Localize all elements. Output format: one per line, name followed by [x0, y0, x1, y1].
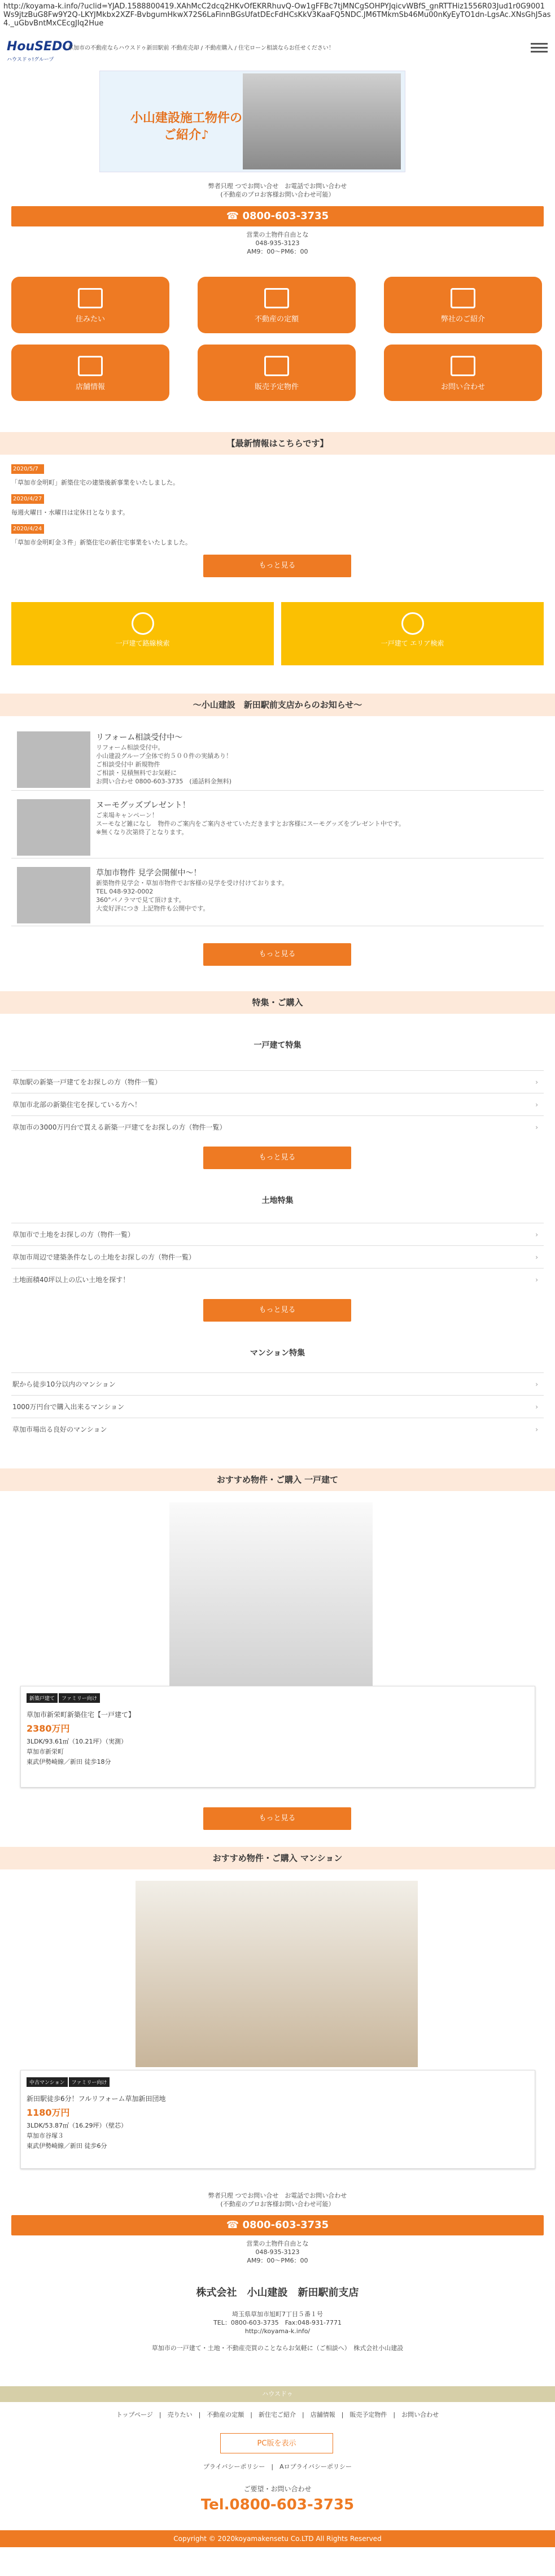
news-more-button[interactable]: もっと見る: [203, 555, 351, 577]
menu-upcoming-button[interactable]: 販売予定物件: [198, 345, 356, 401]
recommend-detached-header: おすすめ物件・ご購入 一戸建て: [0, 1468, 555, 1491]
footer-tel[interactable]: Tel.0800-603-3735: [200, 2496, 355, 2513]
property-tag: ファミリー向け: [59, 1693, 100, 1703]
copyright: Copyright © 2020koyamakensetu Co.LTD All Rights Reserved: [0, 2530, 555, 2547]
property-tag: 中古マンション: [27, 2077, 68, 2087]
notice-title: 草加市物件 見学会開催中〜！: [96, 869, 202, 878]
property-tag: 新築戸建て: [27, 1693, 58, 1703]
notices-more-button[interactable]: もっと見る: [203, 943, 351, 966]
notice-image: [17, 799, 90, 856]
hours-bottom: 営業の土物件自由とな 048-935-3123 AM9：00～PM6：00: [246, 2240, 309, 2264]
phone-button-bottom[interactable]: ☎ 0800-603-3735: [11, 2215, 544, 2235]
notice-item[interactable]: [11, 796, 544, 858]
recommend-more-button[interactable]: もっと見る: [203, 1807, 351, 1830]
news-text[interactable]: 毎週火曜日・水曜日は定休日となります。: [11, 509, 129, 516]
url-text: http://koyama-k.info/?uclid=YJAD.1588800419.XAhMcC2dcq2HKvOfEKRRhuvQ-Ow1gFFBc7tjMNCgSOHPYJqicvWBfS_gnRTTHiz1556R03Jud1r0G9001Ws9jtzBuG8Fw9Y2Q-LKYJMkbx2XZF-BvbgumHkwX72S6LaFinnBGsUfatDEcFdHCsKkV3KaaFQ5NDC.JM6TMkmSb46Mu00nKyEyTO1dn-LgsAc.XNsGhJ5as4._uGbvBntMxCEcgJIq2Hue: [3, 2, 551, 28]
menu-appraisal-button[interactable]: 不動産の定額: [198, 277, 356, 333]
notice-body: ご来場キャンペーン！ スーモなど雑になし 物件のご案内をご案内させていただきますとお客様にスーモグッズをプレゼント中です。 ※無くなり次第終了となります。: [96, 812, 405, 836]
map-pin-icon: [401, 612, 424, 635]
footer-nav-band: ハウスドゥ: [0, 2386, 555, 2402]
news-date: 2020/4/24: [11, 524, 44, 534]
land-more-button[interactable]: もっと見る: [203, 1299, 351, 1322]
train-icon: [132, 612, 154, 635]
notice-image: [17, 731, 90, 788]
list-item[interactable]: 草加市周辺で建築条件なしの土地をお探しの方（物件一覧） ›: [11, 1245, 544, 1268]
contact-info-bottom: 弊者只理 つでお問い合せ お電話でお問い合わせ (不動産のプロお客様お問い合わせ可能）: [208, 2192, 347, 2208]
list-item[interactable]: 土地面積40坪以上の広い土地を探す！ ›: [11, 1268, 544, 1291]
list-icon: [264, 356, 289, 376]
company-name: 株式会社 小山建設 新田駅前支店: [196, 2287, 359, 2299]
news-text[interactable]: 「草加市金明町」新築住宅の建築後新事業をいたしました。: [11, 479, 179, 486]
phone-button-top[interactable]: ☎ 0800-603-3735: [11, 206, 544, 226]
footer-links[interactable]: トップページ | 売りたい | 不動産の定額 | 新住宅ご紹介 | 店舗情報 | 販売予定物件 | お問い合わせ: [116, 2411, 439, 2418]
property-price: 2380万円: [27, 1723, 70, 1734]
contact-label: ご要望・お問い合わせ: [243, 2485, 312, 2493]
notices-header: 〜小山建設 新田駅前支店からのお知らせ〜: [0, 694, 555, 716]
calculator-icon: [264, 288, 289, 308]
area-search-button[interactable]: 一戸建て エリア検索: [281, 602, 544, 665]
feature-header: 特集・ご購入: [0, 991, 555, 1014]
pc-view-button[interactable]: PC版を表示: [220, 2433, 333, 2453]
property-details: 3LDK/93.61㎡（10.21坪）（実測） 草加市新栄町 東武伊勢崎線／新田 徒歩18分: [27, 1738, 127, 1766]
menu-contact-button[interactable]: お問い合わせ: [384, 345, 542, 401]
hamburger-menu-icon[interactable]: [531, 41, 548, 55]
notice-body: リフォーム相談受付中。 小山建設グループ全体で約５００件の実績あり！ ご相談受付中 新規物件 ご相談・見積無料でお気軽に お問い合わせ 0800-603-3735 (通話料金無料): [96, 744, 233, 785]
banner-text: 小山建設施工物件の ご紹介♪: [130, 111, 242, 142]
logo-subtitle: ハウスドゥ!グループ: [7, 57, 54, 63]
list-item[interactable]: 草加市の3000万円台で買える新築一戸建てをお探しの方（物件一覧） ›: [11, 1115, 544, 1138]
menu-company-button[interactable]: 弊社のご紹介: [384, 277, 542, 333]
list-item[interactable]: 1000万円台で購入出来るマンション ›: [11, 1395, 544, 1418]
property-card-mansion[interactable]: [20, 2070, 535, 2169]
property-details: 3LDK/53.87㎡（16.29坪）（壁芯） 草加市谷塚３ 東武伊勢崎線／新田 徒歩6分: [27, 2122, 127, 2150]
property-price: 1180万円: [27, 2107, 70, 2118]
menu-store-button[interactable]: 店舗情報: [11, 345, 169, 401]
house-photo[interactable]: [169, 1502, 373, 1689]
recommend-mansion-header: おすすめ物件・ご購入 マンション: [0, 1847, 555, 1869]
land-title: 土地特集: [261, 1196, 294, 1205]
notice-item[interactable]: [11, 864, 544, 926]
news-date: 2020/4/27: [11, 494, 44, 504]
logo[interactable]: HouSEDO: [7, 40, 73, 54]
list-item[interactable]: 草加市場出る良好のマンション ›: [11, 1418, 544, 1440]
list-item[interactable]: 草加市で土地をお探しの方（物件一覧） ›: [11, 1223, 544, 1245]
list-item[interactable]: 駅から徒歩10分以内のマンション ›: [11, 1372, 544, 1395]
notice-title: リフォーム相談受付中〜: [96, 733, 183, 742]
news-header: 【最新情報はこちらです】: [0, 432, 555, 455]
menu-sell-button[interactable]: 住みたい: [11, 277, 169, 333]
list-item[interactable]: 草加市北部の新築住宅を探している方へ！ ›: [11, 1093, 544, 1115]
notice-body: 新築物件見学会・草加市物件でお客様の見学を受け付けております。 TEL 048-932-0002 360°パノラマで見て頂けます。 大変好評につき 上記物件も公開中です。: [96, 879, 289, 912]
detached-more-button[interactable]: もっと見る: [203, 1147, 351, 1169]
property-name: 新田駅徒歩6分！フルリフォーム草加新田団地: [27, 2095, 166, 2103]
people-icon: [78, 356, 103, 376]
property-name: 草加市新栄町新築住宅【一戸建て】: [27, 1711, 136, 1719]
company-address: 埼玉県草加市旭町7丁目５番１号 TEL：0800-603-3735 Fax:048-931-7771 http://koyama-k.info/: [213, 2311, 342, 2335]
detached-title: 一戸建て特集: [254, 1041, 301, 1050]
news-text[interactable]: 「草加市金明町金３件」新築住宅の新住宅事業をいたしました。: [11, 539, 191, 546]
route-search-button[interactable]: 一戸建て路線検索: [11, 602, 274, 665]
hours-top: 営業の土物件自由とな 048-935-3123 AM9：00～PM6：00: [246, 231, 309, 255]
notice-item[interactable]: [11, 729, 544, 791]
tagline: 草加市の不動産ならハウスドゥ新田駅前 不動産売却 / 不動産購入 / 住宅ローン相談ならお任せください！: [68, 45, 334, 51]
property-card-detached[interactable]: [20, 1686, 535, 1788]
mail-icon: [451, 356, 475, 376]
privacy-links[interactable]: プライバシーポリシー | Aロプライバシーポリシー: [203, 2463, 352, 2470]
mansion-photo[interactable]: [136, 1881, 418, 2067]
news-date: 2020/5/7: [11, 464, 44, 474]
building-icon: [451, 288, 475, 308]
notice-image: [17, 867, 90, 923]
kitchen-photo: [243, 73, 401, 169]
mansion-title: マンション特集: [250, 1349, 305, 1358]
notice-title: ヌーモグッズプレゼント！: [96, 801, 190, 810]
property-tag: ファミリー向け: [69, 2077, 110, 2087]
company-desc: 草加市の一戸建て・土地・不動産売買のことならお気軽に（ご相談へ） 株式会社小山建設: [151, 2344, 404, 2352]
house-icon: [78, 288, 103, 308]
list-item[interactable]: 草加駅の新築一戸建てをお探しの方（物件一覧） ›: [11, 1070, 544, 1093]
contact-info-top: 弊者只理 つでお問い合せ お電話でお問い合わせ (不動産のプロお客様お問い合わせ可能）: [208, 182, 347, 198]
